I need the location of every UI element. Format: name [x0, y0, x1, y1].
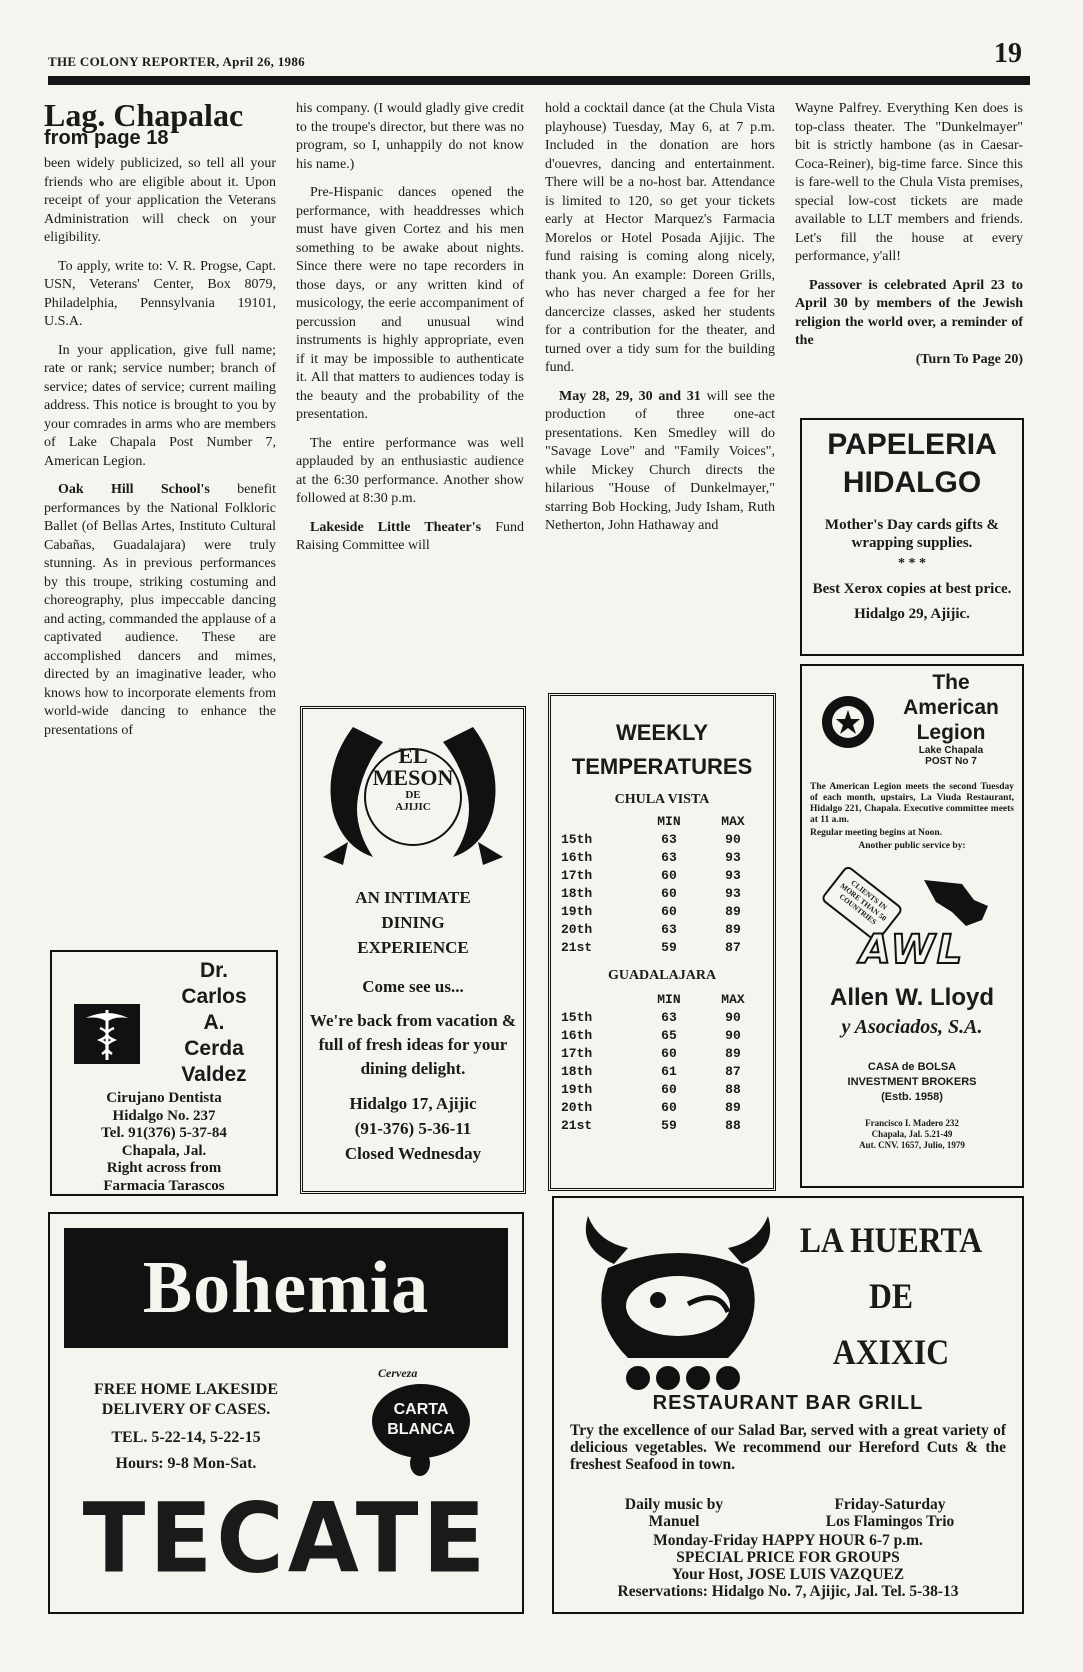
- ad-address: Hidalgo 29, Ajijic.: [854, 606, 970, 622]
- temp-row: [557, 938, 765, 956]
- ad-text: (91-376) 5-36-11: [354, 1119, 472, 1138]
- column-3: [545, 100, 775, 546]
- temp-row: [557, 1116, 765, 1134]
- column-2: [296, 100, 524, 566]
- temp-max: 88: [725, 1081, 741, 1097]
- ad-text: We're back from vacation & full of fresh ideas for your dining delight.: [309, 1011, 517, 1078]
- ad-american-legion: [800, 664, 1024, 1188]
- col-header: MAX: [721, 991, 745, 1007]
- temp-day: 17th: [561, 1045, 593, 1061]
- ad-dentist: [50, 950, 278, 1196]
- legion-body: The American Legion meets the second Tuesday of each month, upstairs, La Viuda Restaurant, Hidalgo 221, Chapala. Executive committee meets at 11 a.m.: [810, 782, 1014, 825]
- ad-text: Come see us...: [362, 977, 464, 996]
- lloyd-associates: y Asociados, S.A.: [841, 1016, 983, 1038]
- ad-stars: * * *: [898, 556, 926, 571]
- temp-row: [557, 848, 765, 866]
- ad-text: Manuel: [648, 1513, 700, 1530]
- ad-text: TEL. 5-22-14, 5-22-15: [111, 1429, 261, 1446]
- mexico-map-icon: [922, 876, 992, 932]
- temp-row: [557, 902, 765, 920]
- ad-text: DELIVERY OF CASES.: [101, 1401, 271, 1418]
- ad-text: CASA de BOLSA: [867, 1061, 957, 1073]
- dentist-name: Cerda: [184, 1037, 244, 1060]
- temp-max: 87: [725, 939, 741, 955]
- ad-text: FREE HOME LAKESIDE: [93, 1381, 279, 1398]
- temp-day: 19th: [561, 903, 593, 919]
- ad-text: Cirujano Dentista: [106, 1090, 222, 1106]
- paragraph: [44, 481, 276, 740]
- temps-title: TEMPERATURES: [571, 754, 753, 779]
- ad-papeleria: [800, 418, 1024, 656]
- logo-text: AJIJIC: [395, 801, 431, 813]
- temp-min: 60: [661, 1081, 677, 1097]
- dentist-name: Valdez: [181, 1063, 247, 1086]
- ad-text: Francisco I. Madero 232: [865, 1118, 959, 1128]
- temp-min: 60: [661, 885, 677, 901]
- temp-min: 60: [661, 1099, 677, 1115]
- temp-min: 59: [661, 939, 677, 955]
- ad-text: Chapala, Jal.: [121, 1142, 207, 1159]
- temp-max: 90: [725, 1009, 741, 1025]
- dentist-name: Dr.: [199, 959, 228, 982]
- temp-max: 93: [725, 885, 741, 901]
- paragraph: [296, 519, 524, 556]
- temp-max: 87: [725, 1063, 741, 1079]
- ad-text: Your Host, JOSE LUIS VAZQUEZ: [671, 1566, 905, 1583]
- ad-title: HIDALGO: [842, 466, 982, 499]
- legion-post: POST No 7: [925, 756, 977, 767]
- ad-el-meson: [300, 706, 526, 1194]
- ad-text: Hidalgo 17, Ajijic: [349, 1094, 477, 1113]
- ad-text: Aut. CNV. 1657, Julio, 1979: [859, 1140, 965, 1150]
- bull-logo-icon: [568, 1208, 788, 1398]
- legion-emblem-icon: [820, 694, 876, 750]
- legion-title: The: [932, 671, 970, 694]
- ad-text: Right across from: [106, 1160, 222, 1176]
- temp-max: 89: [725, 921, 741, 937]
- temp-min: 63: [661, 1009, 677, 1025]
- page-number: 19: [994, 38, 1022, 69]
- ad-text: Mother's Day cards gifts & wrapping supplies.: [824, 517, 1000, 551]
- ad-text: Los Flamingos Trio: [825, 1513, 955, 1530]
- dentist-name: A.: [203, 1011, 225, 1034]
- paragraph-text: will see the production of three one-act presentations. Ken Smedley will do "Savage Love" and "Family Voices", while Mickey Church directs the hilarious "House of Dunkelmayer," starring Bob Hocking, Judy Isham, Ruth Netherton, John Hathaway and: [545, 388, 775, 533]
- temp-row: [557, 1026, 765, 1044]
- ad-text: Farmacia Tarascos: [103, 1177, 225, 1194]
- carta-text: BLANCA: [387, 1421, 455, 1438]
- temp-min: 60: [661, 903, 677, 919]
- ad-la-huerta: [552, 1196, 1024, 1614]
- temp-day: 15th: [561, 1009, 593, 1025]
- ad-bohemia: [48, 1212, 524, 1614]
- temp-day: 16th: [561, 849, 593, 865]
- logo-text: MESON: [372, 765, 454, 790]
- huerta-title: DE: [868, 1276, 913, 1316]
- huerta-subtitle: RESTAURANT BAR GRILL: [652, 1392, 924, 1414]
- temp-row: [557, 1098, 765, 1116]
- temp-day: 21st: [561, 939, 593, 955]
- ad-text: Monday-Friday HAPPY HOUR 6-7 p.m.: [653, 1532, 923, 1549]
- temp-max: 93: [725, 867, 741, 883]
- temp-day: 21st: [561, 1117, 593, 1133]
- guadalajara-table: [557, 990, 765, 1134]
- temp-min: 63: [661, 849, 677, 865]
- paragraph: Passover is celebrated April 23 to April 30 by members of the Jewish religion the world over, a reminder of the: [795, 277, 1023, 348]
- legion-body: Another public service by:: [858, 841, 966, 851]
- temp-min: 63: [661, 831, 677, 847]
- logo-text: EL: [398, 743, 428, 768]
- paragraph: Pre-Hispanic dances opened the performance, with headdresses which must have given Cortez and his men something to be awake about nights. Since there were no tape recorders in those days, or any written kind of musicology, the eerie accompaniment of percussion and unusual wind instruments is highly appropriate, even if it may be impossible to authenticate it. All that matters to audiences today is the beauty and the probability of the presentation.: [296, 185, 524, 422]
- subhead: from page 18: [44, 126, 169, 149]
- temp-day: 18th: [561, 1063, 593, 1079]
- paragraph: been widely publicized, so tell all your friends who are eligible about it. Upon receipt of your application the Veterans Administration will check on your eligibility.: [44, 156, 276, 245]
- bottle-cap-icon: [410, 1450, 430, 1476]
- paragraph: To apply, write to: V. R. Progse, Capt. USN, Veterans' Center, Box 8079, Philadelphia, Pennsylvania 19101, U.S.A.: [44, 258, 276, 329]
- column-1: [44, 96, 276, 750]
- ad-text: DINING: [381, 913, 445, 932]
- headline: Lag. Chapalac: [44, 97, 244, 133]
- temp-day: 17th: [561, 867, 593, 883]
- ad-text: Hours: 9-8 Mon-Sat.: [115, 1455, 257, 1472]
- paragraph: hold a cocktail dance (at the Chula Vista playhouse) Tuesday, May 6, at 7 p.m. Included in the donation are hors d'ouevres, dancing and entertainment. There will be a no-host bar. Attendance is limited to 120, so get your tickets early at Hector Marquez's Farmacia Morelos or Hotel Posada Ajijic. The fund raising is coming along nicely, thank you. An example: Doreen Grills, who has never charged a fee for her dancercize classes, asked her students for a contribution for the theater, and turned over a tidy sum for the building fund.: [545, 101, 775, 375]
- ad-text: AN INTIMATE: [355, 888, 471, 907]
- col-header: MIN: [657, 991, 681, 1007]
- lloyd-name: Allen W. Lloyd: [829, 984, 994, 1011]
- caduceus-icon: [74, 1004, 140, 1064]
- lead-text: Lakeside Little Theater's: [310, 519, 482, 535]
- tecate-logo: TECATE: [82, 1482, 490, 1595]
- legion-title: Legion: [916, 721, 986, 744]
- col-header: MAX: [721, 813, 745, 829]
- weekly-temperatures: [548, 693, 776, 1191]
- temp-row: [557, 920, 765, 938]
- temp-row: [557, 1062, 765, 1080]
- city-name: GUADALAJARA: [607, 968, 717, 983]
- temp-row: [557, 830, 765, 848]
- temp-min: 63: [661, 921, 677, 937]
- paragraph: [545, 388, 775, 536]
- temp-row: [557, 1008, 765, 1026]
- carta-blanca-logo: [372, 1384, 470, 1458]
- awl-logo: AWL: [859, 927, 965, 973]
- ad-text: Closed Wednesday: [344, 1144, 482, 1163]
- ad-text: (Estb. 1958): [881, 1091, 943, 1103]
- clients-badge: CLIENTS IN MORE THAN 50 COUNTRIES: [820, 864, 904, 943]
- temp-min: 60: [661, 867, 677, 883]
- ad-text: SPECIAL PRICE FOR GROUPS: [676, 1549, 900, 1566]
- paragraph: The entire performance was well applauded by an enthusiastic audience at the 6:30 performance. Another show followed at 8:30 p.m.: [296, 435, 524, 506]
- cerveza-label: Cerveza: [378, 1366, 418, 1380]
- temp-max: 90: [725, 1027, 741, 1043]
- temp-row: [557, 866, 765, 884]
- paragraph-text: benefit performances by the National Folkloric Ballet (of Bellas Artes, Instituto Cultural Cabañas, Guadalajara) were truly stunning. As in previous performances by this troupe, striking costuming and choreography, plus impeccable dancing and acting, commanded the applause of a captivated audience. These are accomplished dancers and mimes, directed by an imaginative leader, who knows how to incorporate elements from world-wide dancing to enhance the presentations of: [44, 482, 277, 738]
- temp-max: 89: [725, 1045, 741, 1061]
- ad-text: Reservations: Hidalgo No. 7, Ajijic, Jal. Tel. 5-38-13: [617, 1583, 959, 1600]
- legion-body: Regular meeting begins at Noon.: [810, 828, 943, 838]
- temp-day: 18th: [561, 885, 593, 901]
- temp-max: 93: [725, 849, 741, 865]
- col-header: MIN: [657, 813, 681, 829]
- temp-row: [557, 884, 765, 902]
- temp-min: 59: [661, 1117, 677, 1133]
- city-name: CHULA VISTA: [614, 792, 710, 807]
- lead-text: May 28, 29, 30 and 31: [559, 388, 701, 404]
- ad-text: INVESTMENT BROKERS: [847, 1076, 977, 1088]
- temp-max: 90: [725, 831, 741, 847]
- ad-title: PAPELERIA: [827, 428, 997, 461]
- temp-min: 61: [661, 1063, 677, 1079]
- header-rule: [48, 76, 1030, 85]
- paragraph: In your application, give full name; rate or rank; service number; branch of service; dates of service; current mailing address. This notice is brought to you by your comrades in arms who are members of Lake Chapala Post Number 7, American Legion.: [44, 342, 276, 469]
- turn-to-page: (Turn To Page 20): [915, 351, 1023, 367]
- paragraph: his company. (I would gladly give credit to the troupe's director, but there was no program, so I, unhappily do not know his name.): [296, 101, 524, 172]
- ad-text: EXPERIENCE: [357, 938, 469, 957]
- huerta-title: AXIXIC: [832, 1332, 950, 1372]
- temp-min: 60: [661, 1045, 677, 1061]
- temp-max: 88: [725, 1117, 741, 1133]
- temp-day: 20th: [561, 1099, 593, 1115]
- logo-text: DE: [405, 789, 421, 801]
- dentist-name: Carlos: [181, 985, 247, 1008]
- chula-vista-table: [557, 812, 765, 956]
- temp-row: [557, 1080, 765, 1098]
- masthead: THE COLONY REPORTER, April 26, 1986: [48, 54, 305, 69]
- ad-text: Best Xerox copies at best price.: [812, 581, 1012, 597]
- temps-title: WEEKLY: [615, 720, 709, 745]
- ad-text: Friday-Saturday: [834, 1496, 946, 1513]
- temp-day: 20th: [561, 921, 593, 937]
- carta-text: CARTA: [393, 1401, 449, 1418]
- column-4: [795, 100, 1023, 369]
- bohemia-banner: Bohemia: [64, 1228, 508, 1348]
- ad-text: Hidalgo No. 237: [112, 1107, 216, 1124]
- temp-max: 89: [725, 1099, 741, 1115]
- huerta-title: LA HUERTA: [799, 1220, 983, 1260]
- temp-max: 89: [725, 903, 741, 919]
- temp-day: 15th: [561, 831, 593, 847]
- ad-text: Daily music by: [624, 1496, 724, 1513]
- legion-title: American: [903, 696, 999, 719]
- paragraph-text: Fund Raising Committee will: [296, 519, 524, 553]
- paragraph: Wayne Palfrey. Everything Ken does is top-class theater. The "Dunkelmayer" bit is strictly hambone (as in Caesar-Coca-Reiner), big-time farce. Since this is fare-well to the Chula Vista premises, special low-cost tickets are made available to LLT members and friends. Let's fill the house at every performance, y'all!: [795, 101, 1023, 264]
- legion-post: Lake Chapala: [918, 745, 984, 756]
- temp-day: 19th: [561, 1081, 593, 1097]
- temp-day: 16th: [561, 1027, 593, 1043]
- huerta-description: Try the excellence of our Salad Bar, served with a great variety of delicious vegetables. We recommend our Hereford Cuts & the freshest Seafood in town.: [570, 1422, 1006, 1473]
- ad-text: Tel. 91(376) 5-37-84: [101, 1125, 227, 1141]
- ad-text: Chapala, Jal. 5.21-49: [871, 1129, 953, 1139]
- lead-text: Oak Hill School's: [58, 482, 210, 497]
- temp-row: [557, 1044, 765, 1062]
- temp-min: 65: [661, 1027, 677, 1043]
